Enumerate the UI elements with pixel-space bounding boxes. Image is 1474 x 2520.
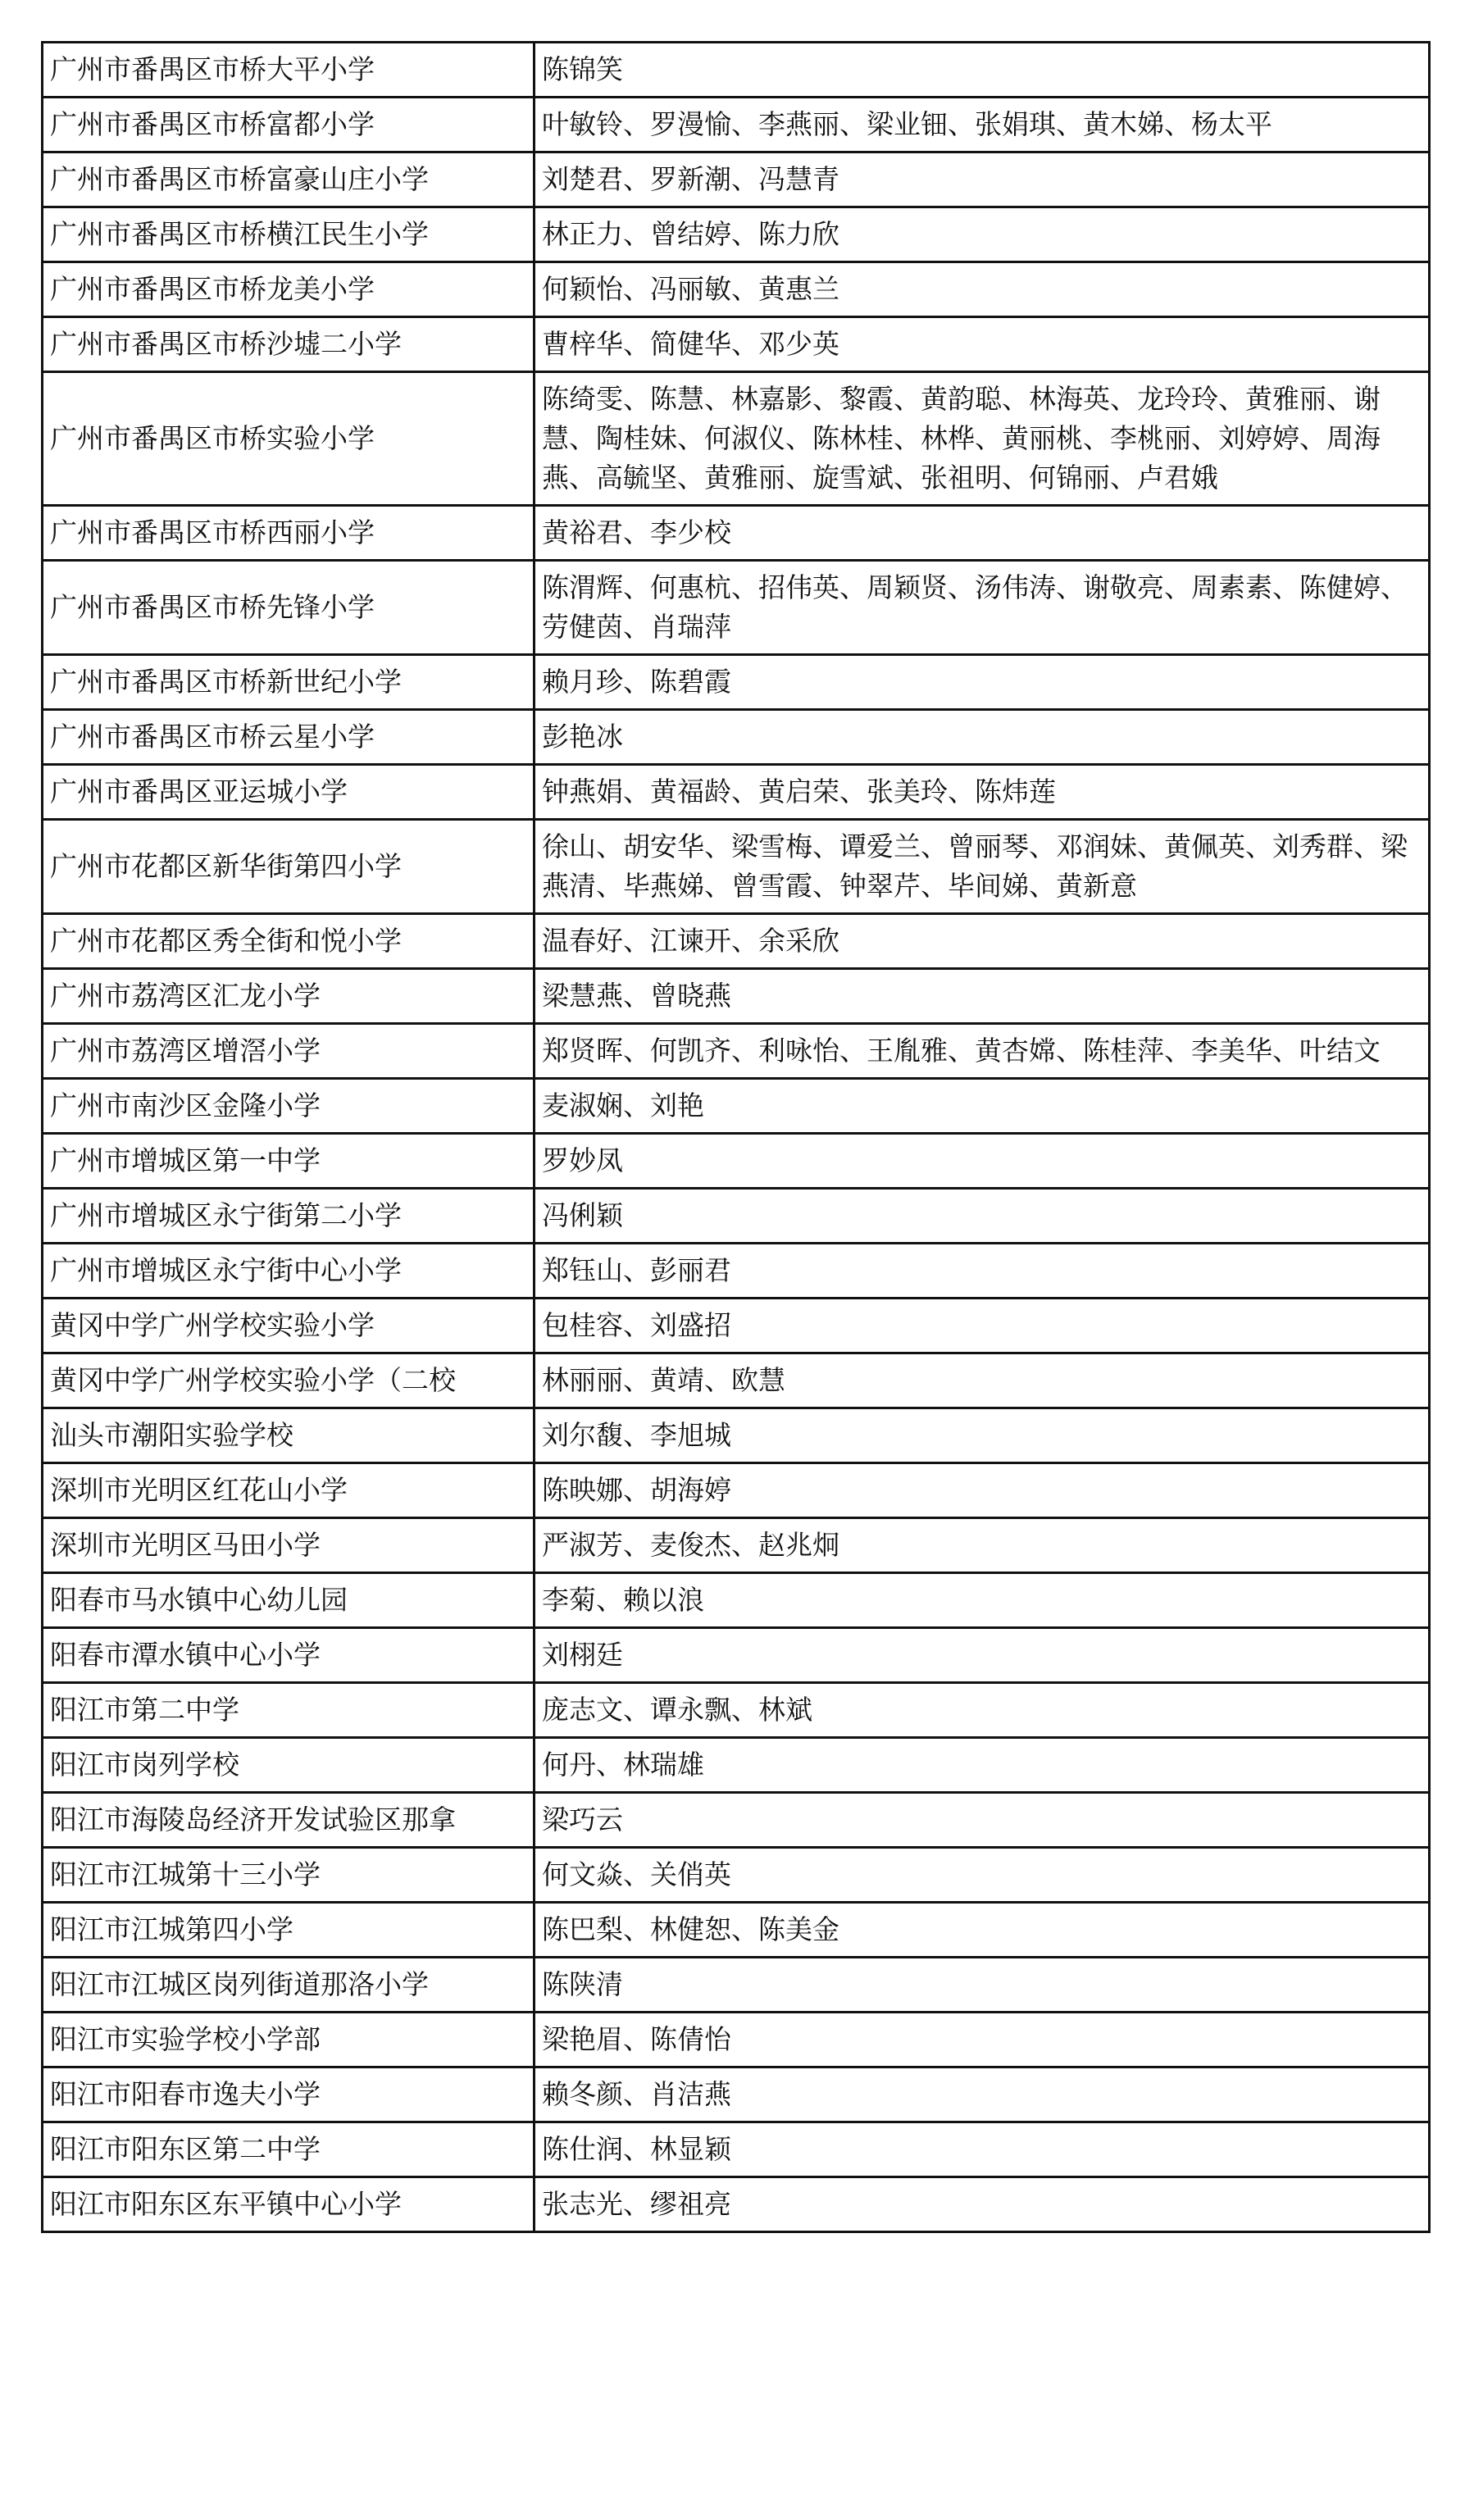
teacher-names-cell: 赖月珍、陈碧霞	[535, 655, 1430, 710]
school-name-cell: 广州市番禺区市桥富豪山庄小学	[43, 152, 535, 207]
teacher-names-cell: 林正力、曾结婷、陈力欣	[535, 207, 1430, 262]
teacher-names-cell: 刘楚君、罗新潮、冯慧青	[535, 152, 1430, 207]
school-name-cell: 广州市荔湾区增滘小学	[43, 1024, 535, 1079]
teacher-names-cell: 陈渭辉、何惠杭、招伟英、周颖贤、汤伟涛、谢敬亮、周素素、陈健婷、劳健茵、肖瑞萍	[535, 561, 1430, 655]
table-row	[43, 561, 1430, 655]
table-row	[43, 914, 1430, 969]
teacher-names-cell: 曹梓华、简健华、邓少英	[535, 317, 1430, 372]
school-name-cell: 广州市番禺区市桥大平小学	[43, 43, 535, 98]
school-name-cell: 阳江市阳春市逸夫小学	[43, 2067, 535, 2122]
teacher-names-cell: 温春好、江谏开、余采欣	[535, 914, 1430, 969]
school-name-cell: 广州市番禺区市桥横江民生小学	[43, 207, 535, 262]
school-roster-table	[41, 41, 1431, 2233]
school-name-cell: 阳江市岗列学校	[43, 1738, 535, 1793]
table-row	[43, 98, 1430, 152]
school-name-cell: 阳江市实验学校小学部	[43, 2013, 535, 2067]
teacher-names-cell: 何文焱、关俏英	[535, 1848, 1430, 1903]
table-row	[43, 1518, 1430, 1573]
school-name-cell: 阳江市江城第四小学	[43, 1903, 535, 1958]
school-name-cell: 广州市增城区第一中学	[43, 1134, 535, 1189]
school-name-cell: 广州市增城区永宁街第二小学	[43, 1189, 535, 1244]
table-row	[43, 1134, 1430, 1189]
table-row	[43, 710, 1430, 765]
teacher-names-cell: 钟燕娟、黄福龄、黄启荣、张美玲、陈炜莲	[535, 765, 1430, 820]
table-row	[43, 1189, 1430, 1244]
table-row	[43, 820, 1430, 914]
table-row	[43, 1628, 1430, 1683]
teacher-names-cell: 张志光、缪祖亮	[535, 2177, 1430, 2232]
teacher-names-cell: 叶敏铃、罗漫愉、李燕丽、梁业钿、张娟琪、黄木娣、杨太平	[535, 98, 1430, 152]
table-row	[43, 2122, 1430, 2177]
table-row	[43, 1903, 1430, 1958]
school-name-cell: 广州市番禺区市桥实验小学	[43, 372, 535, 506]
school-name-cell: 深圳市光明区马田小学	[43, 1518, 535, 1573]
school-name-cell: 阳春市潭水镇中心小学	[43, 1628, 535, 1683]
table-row	[43, 2067, 1430, 2122]
table-row	[43, 1738, 1430, 1793]
school-name-cell: 广州市南沙区金隆小学	[43, 1079, 535, 1134]
table-row	[43, 1683, 1430, 1738]
table-row	[43, 506, 1430, 561]
teacher-names-cell: 刘尔馥、李旭城	[535, 1408, 1430, 1463]
table-row	[43, 2177, 1430, 2232]
table-row	[43, 1848, 1430, 1903]
teacher-names-cell: 刘栩廷	[535, 1628, 1430, 1683]
teacher-names-cell: 郑贤晖、何凯齐、利咏怡、王胤雅、黄杏嫦、陈桂萍、李美华、叶结文	[535, 1024, 1430, 1079]
table-row	[43, 372, 1430, 506]
table-row	[43, 207, 1430, 262]
school-name-cell: 广州市花都区秀全街和悦小学	[43, 914, 535, 969]
school-name-cell: 阳江市海陵岛经济开发试验区那拿	[43, 1793, 535, 1848]
teacher-names-cell: 李菊、赖以浪	[535, 1573, 1430, 1628]
teacher-names-cell: 包桂容、刘盛招	[535, 1299, 1430, 1353]
school-name-cell: 广州市番禺区市桥先锋小学	[43, 561, 535, 655]
teacher-names-cell: 梁艳眉、陈倩怡	[535, 2013, 1430, 2067]
teacher-names-cell: 陈仕润、林显颖	[535, 2122, 1430, 2177]
school-name-cell: 广州市番禺区市桥云星小学	[43, 710, 535, 765]
school-name-cell: 广州市荔湾区汇龙小学	[43, 969, 535, 1024]
table-row	[43, 1244, 1430, 1299]
school-name-cell: 广州市花都区新华街第四小学	[43, 820, 535, 914]
table-row	[43, 317, 1430, 372]
teacher-names-cell: 严淑芳、麦俊杰、赵兆炯	[535, 1518, 1430, 1573]
teacher-names-cell: 赖冬颜、肖洁燕	[535, 2067, 1430, 2122]
table-row	[43, 1958, 1430, 2013]
school-name-cell: 黄冈中学广州学校实验小学	[43, 1299, 535, 1353]
table-row	[43, 2013, 1430, 2067]
table-row	[43, 1463, 1430, 1518]
teacher-names-cell: 罗妙凤	[535, 1134, 1430, 1189]
school-name-cell: 广州市番禺区市桥龙美小学	[43, 262, 535, 317]
table-row	[43, 1024, 1430, 1079]
teacher-names-cell: 陈陕清	[535, 1958, 1430, 2013]
school-name-cell: 阳江市阳东区第二中学	[43, 2122, 535, 2177]
school-name-cell: 广州市番禺区市桥沙墟二小学	[43, 317, 535, 372]
teacher-names-cell: 梁巧云	[535, 1793, 1430, 1848]
school-name-cell: 广州市增城区永宁街中心小学	[43, 1244, 535, 1299]
school-name-cell: 阳江市阳东区东平镇中心小学	[43, 2177, 535, 2232]
table-row	[43, 1573, 1430, 1628]
school-name-cell: 汕头市潮阳实验学校	[43, 1408, 535, 1463]
teacher-names-cell: 陈绮雯、陈慧、林嘉影、黎霞、黄韵聪、林海英、龙玲玲、黄雅丽、谢慧、陶桂妹、何淑仪、陈林桂、林桦、黄丽桃、李桃丽、刘婷婷、周海燕、高毓坚、黄雅丽、旋雪斌、张祖明、何锦丽、卢君娥	[535, 372, 1430, 506]
roster-table-body	[43, 43, 1430, 2232]
table-row	[43, 765, 1430, 820]
school-name-cell: 阳江市江城区岗列街道那洛小学	[43, 1958, 535, 2013]
table-row	[43, 655, 1430, 710]
school-name-cell: 阳江市第二中学	[43, 1683, 535, 1738]
teacher-names-cell: 何丹、林瑞雄	[535, 1738, 1430, 1793]
teacher-names-cell: 陈巴梨、林健恕、陈美金	[535, 1903, 1430, 1958]
table-row	[43, 43, 1430, 98]
teacher-names-cell: 陈锦笑	[535, 43, 1430, 98]
table-row	[43, 969, 1430, 1024]
teacher-names-cell: 麦淑娴、刘艳	[535, 1079, 1430, 1134]
school-name-cell: 深圳市光明区红花山小学	[43, 1463, 535, 1518]
school-name-cell: 广州市番禺区市桥富都小学	[43, 98, 535, 152]
school-name-cell: 广州市番禺区亚运城小学	[43, 765, 535, 820]
table-row	[43, 1079, 1430, 1134]
table-row	[43, 152, 1430, 207]
roster-document	[41, 41, 1428, 2233]
teacher-names-cell: 何颖怡、冯丽敏、黄惠兰	[535, 262, 1430, 317]
table-row	[43, 1299, 1430, 1353]
table-row	[43, 1408, 1430, 1463]
teacher-names-cell: 冯俐颖	[535, 1189, 1430, 1244]
teacher-names-cell: 郑钰山、彭丽君	[535, 1244, 1430, 1299]
table-row	[43, 262, 1430, 317]
teacher-names-cell: 黄裕君、李少校	[535, 506, 1430, 561]
school-name-cell: 广州市番禺区市桥西丽小学	[43, 506, 535, 561]
teacher-names-cell: 林丽丽、黄靖、欧慧	[535, 1353, 1430, 1408]
teacher-names-cell: 梁慧燕、曾晓燕	[535, 969, 1430, 1024]
school-name-cell: 阳江市江城第十三小学	[43, 1848, 535, 1903]
teacher-names-cell: 彭艳冰	[535, 710, 1430, 765]
school-name-cell: 黄冈中学广州学校实验小学（二校	[43, 1353, 535, 1408]
teacher-names-cell: 陈映娜、胡海婷	[535, 1463, 1430, 1518]
teacher-names-cell: 徐山、胡安华、梁雪梅、谭爱兰、曾丽琴、邓润妹、黄佩英、刘秀群、梁燕清、毕燕娣、曾雪霞、钟翠芹、毕间娣、黄新意	[535, 820, 1430, 914]
school-name-cell: 阳春市马水镇中心幼儿园	[43, 1573, 535, 1628]
teacher-names-cell: 庞志文、谭永飘、林斌	[535, 1683, 1430, 1738]
table-row	[43, 1793, 1430, 1848]
school-name-cell: 广州市番禺区市桥新世纪小学	[43, 655, 535, 710]
table-row	[43, 1353, 1430, 1408]
